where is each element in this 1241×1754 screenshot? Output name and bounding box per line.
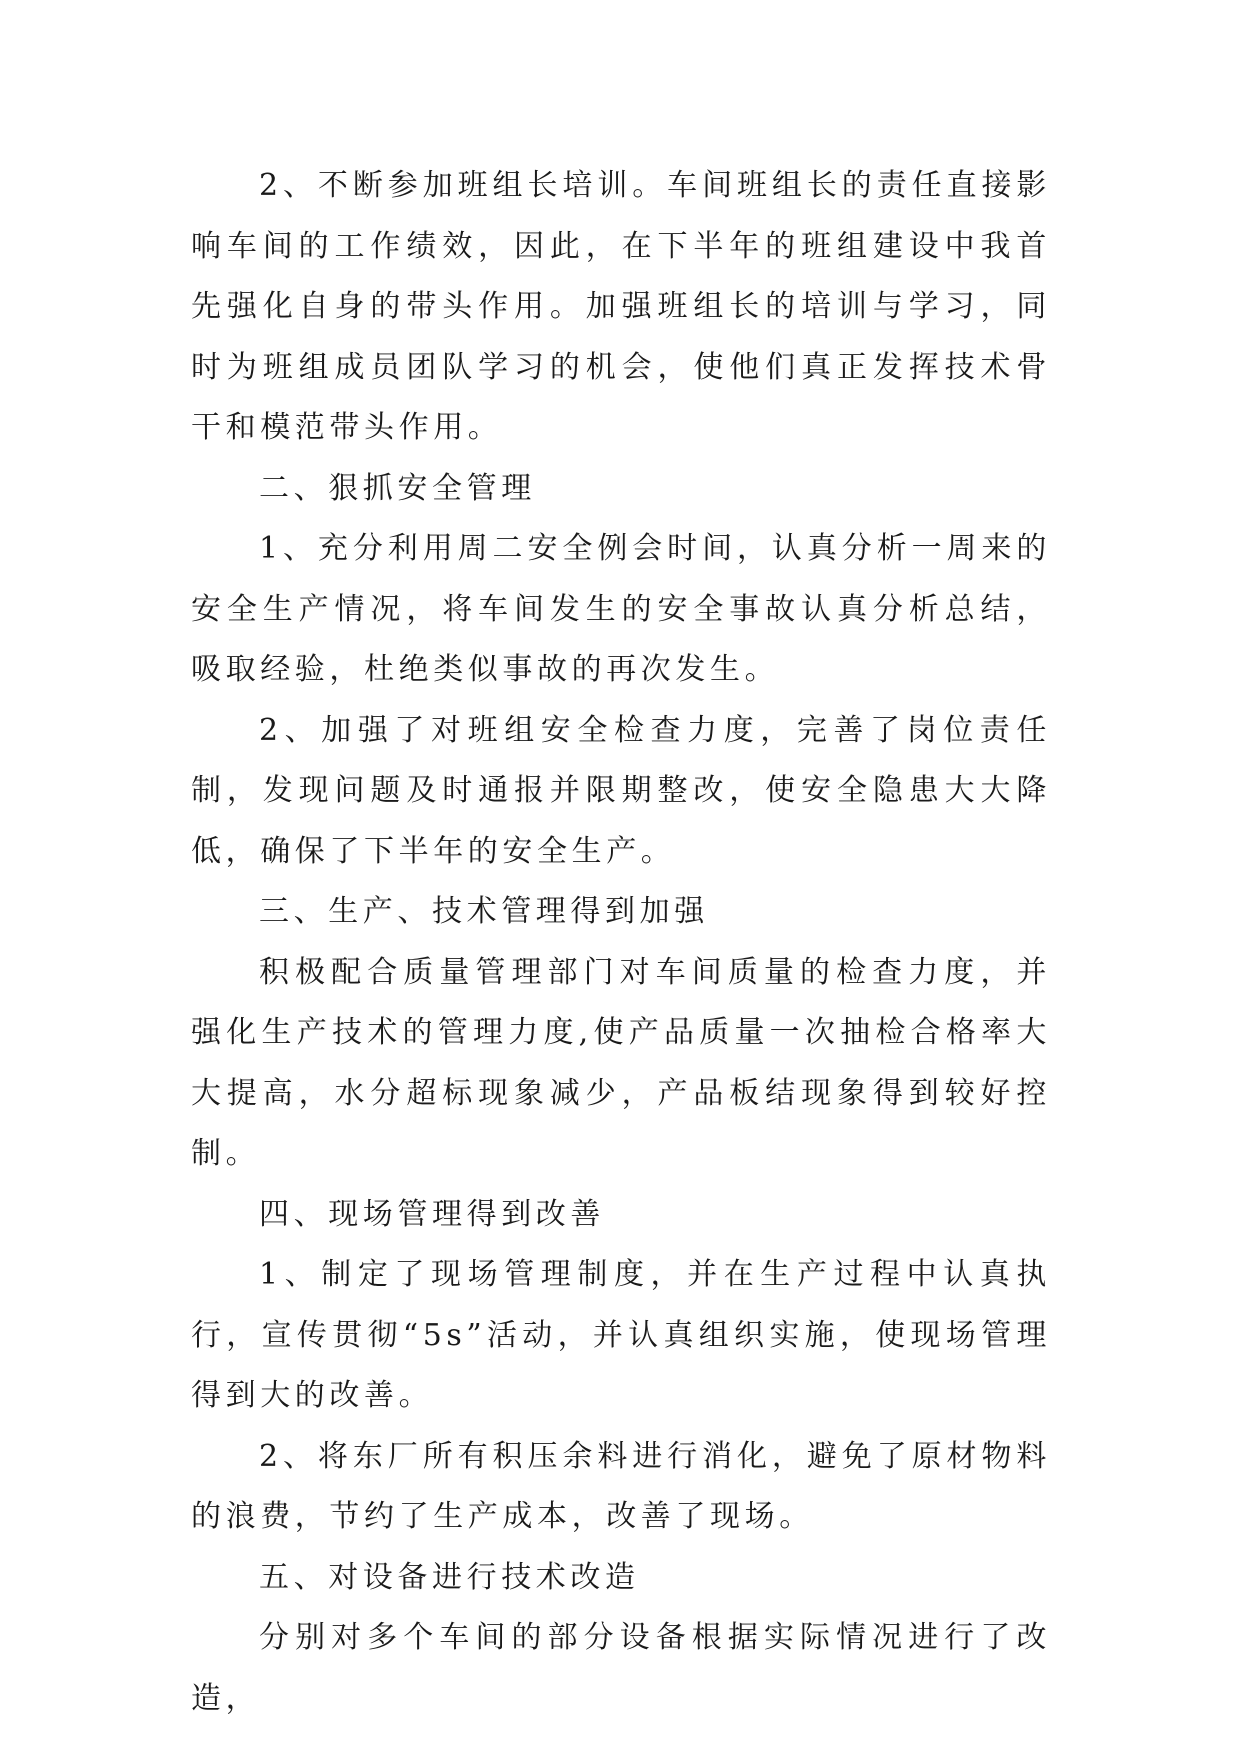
document-body <box>191 156 1051 1729</box>
paragraph-quality-control: 积极配合质量管理部门对车间质量的检查力度，并强化生产技术的管理力度,使产品质量一次抽检合格率大大提高，水分超标现象减少，产品板结现象得到较好控制。 <box>191 954 1051 1171</box>
paragraph-safety-meeting: 1、充分利用周二安全例会时间，认真分析一周来的安全生产情况，将车间发生的安全事故认真分析总结，吸取经验，杜绝类似事故的再次发生。 <box>191 531 1051 687</box>
paragraph-equipment-retrofit: 分别对多个车间的部分设备根据实际情况进行了改造， <box>191 1620 1051 1716</box>
heading-production-technology: 三、生产、技术管理得到加强 <box>259 894 709 929</box>
heading-safety-management: 二、狠抓安全管理 <box>259 470 536 506</box>
heading-site-management: 四、现场管理得到改善 <box>259 1196 605 1232</box>
paragraph-site-rules: 1、制定了现场管理制度，并在生产过程中认真执行，宣传贯彻“5s”活动，并认真组织实施，使现场管理得到大的改善。 <box>191 1257 1051 1413</box>
paragraph-surplus-materials: 2、将东厂所有积压余料进行消化，避免了原材物料的浪费，节约了生产成本，改善了现场。 <box>191 1438 1051 1534</box>
heading-equipment-upgrade: 五、对设备进行技术改造 <box>259 1559 640 1595</box>
paragraph-safety-inspection: 2、加强了对班组安全检查力度，完善了岗位责任制，发现问题及时通报并限期整改，使安全隐患大大降低，确保了下半年的安全生产。 <box>191 712 1051 869</box>
paragraph-team-leader-training: 2、不断参加班组长培训。车间班组长的责任直接影响车间的工作绩效，因此，在下半年的班组建设中我首先强化自身的带头作用。加强班组长的培训与学习，同时为班组成员团队学习的机会，使他们真正发挥技术骨干和模范带头作用。 <box>191 168 1051 445</box>
